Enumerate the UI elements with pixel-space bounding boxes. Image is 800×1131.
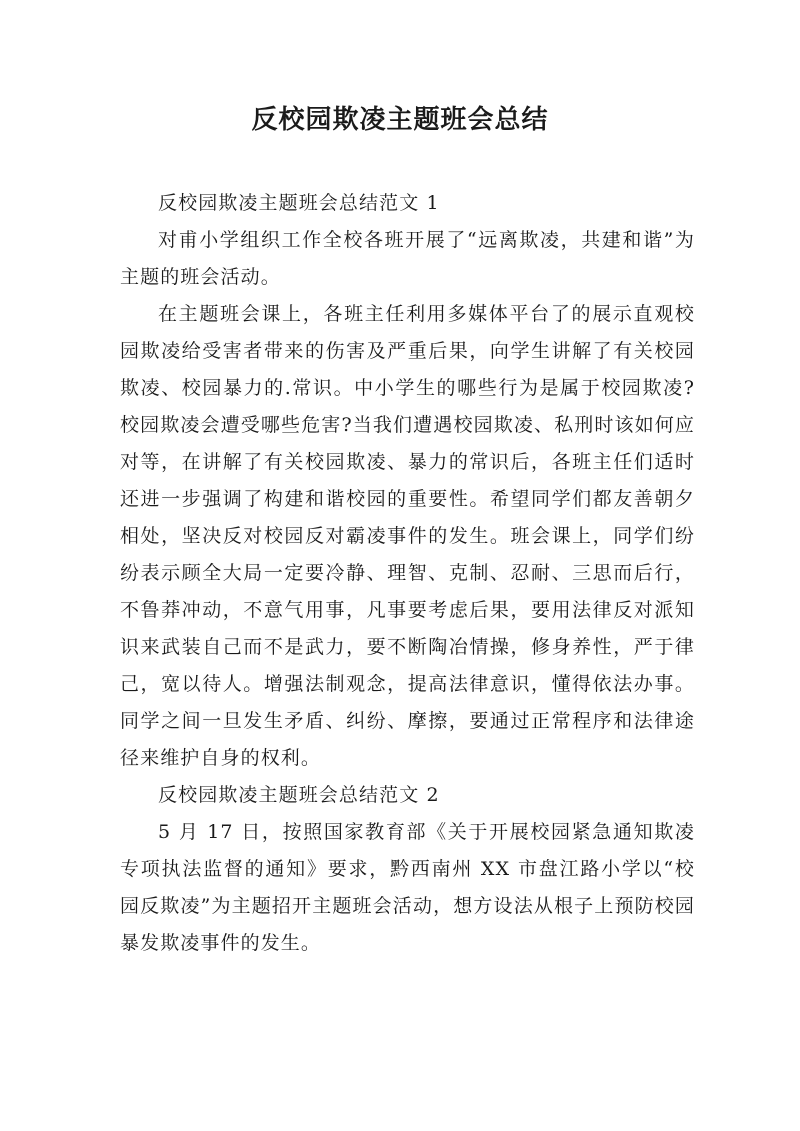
- section-heading-1: 反校园欺凌主题班会总结范文 1: [158, 192, 440, 214]
- paragraph-main: 在主题班会课上，各班主任利用多媒体平台了的展示直观校园欺凌给受害者带来的伤害及严重后果，向学生讲解了有关校园欺凌、校园暴力的.常识。中小学生的哪些行为是属于校园欺凌?校园欺凌会遭受哪些危害?当我们遭遇校园欺凌、私刑时该如何应对等，在讲解了有关校园欺凌、暴力的常识后，各班主任们适时还进一步强调了构建和谐校园的重要性。希望同学们都友善朝夕相处，坚决反对校园反对霸凌事件的发生。班会课上，同学们纷纷表示顾全大局一定要冷静、理智、克制、忍耐、三思而后行，不鲁莽冲动，不意气用事，凡事要考虑后果，要用法律反对派知识来武装自己而不是武力，要不断陶冶情操，修身养性，严于律己，宽以待人。增强法制观念，提高法律意识，懂得依法办事。同学之间一旦发生矛盾、纠纷、摩擦，要通过正常程序和法律途径来维护自身的权利。: [120, 303, 695, 769]
- document-title: 反校园欺凌主题班会总结: [251, 105, 549, 135]
- section-heading-2: 反校园欺凌主题班会总结范文 2: [158, 784, 440, 806]
- document-body: [120, 185, 695, 962]
- paragraph-second: 5 月 17 日，按照国家教育部《关于开展校园紧急通知欺凌专项执法监督的通知》要求，黔西南州 XX 市盘江路小学以“校园反欺凌”为主题招开主题班会活动，想方设法从根子上预防校园暴发欺凌事件的发生。: [120, 821, 695, 954]
- paragraph-intro: 对甫小学组织工作全校各班开展了“远离欺凌，共建和谐”为主题的班会活动。: [120, 229, 695, 288]
